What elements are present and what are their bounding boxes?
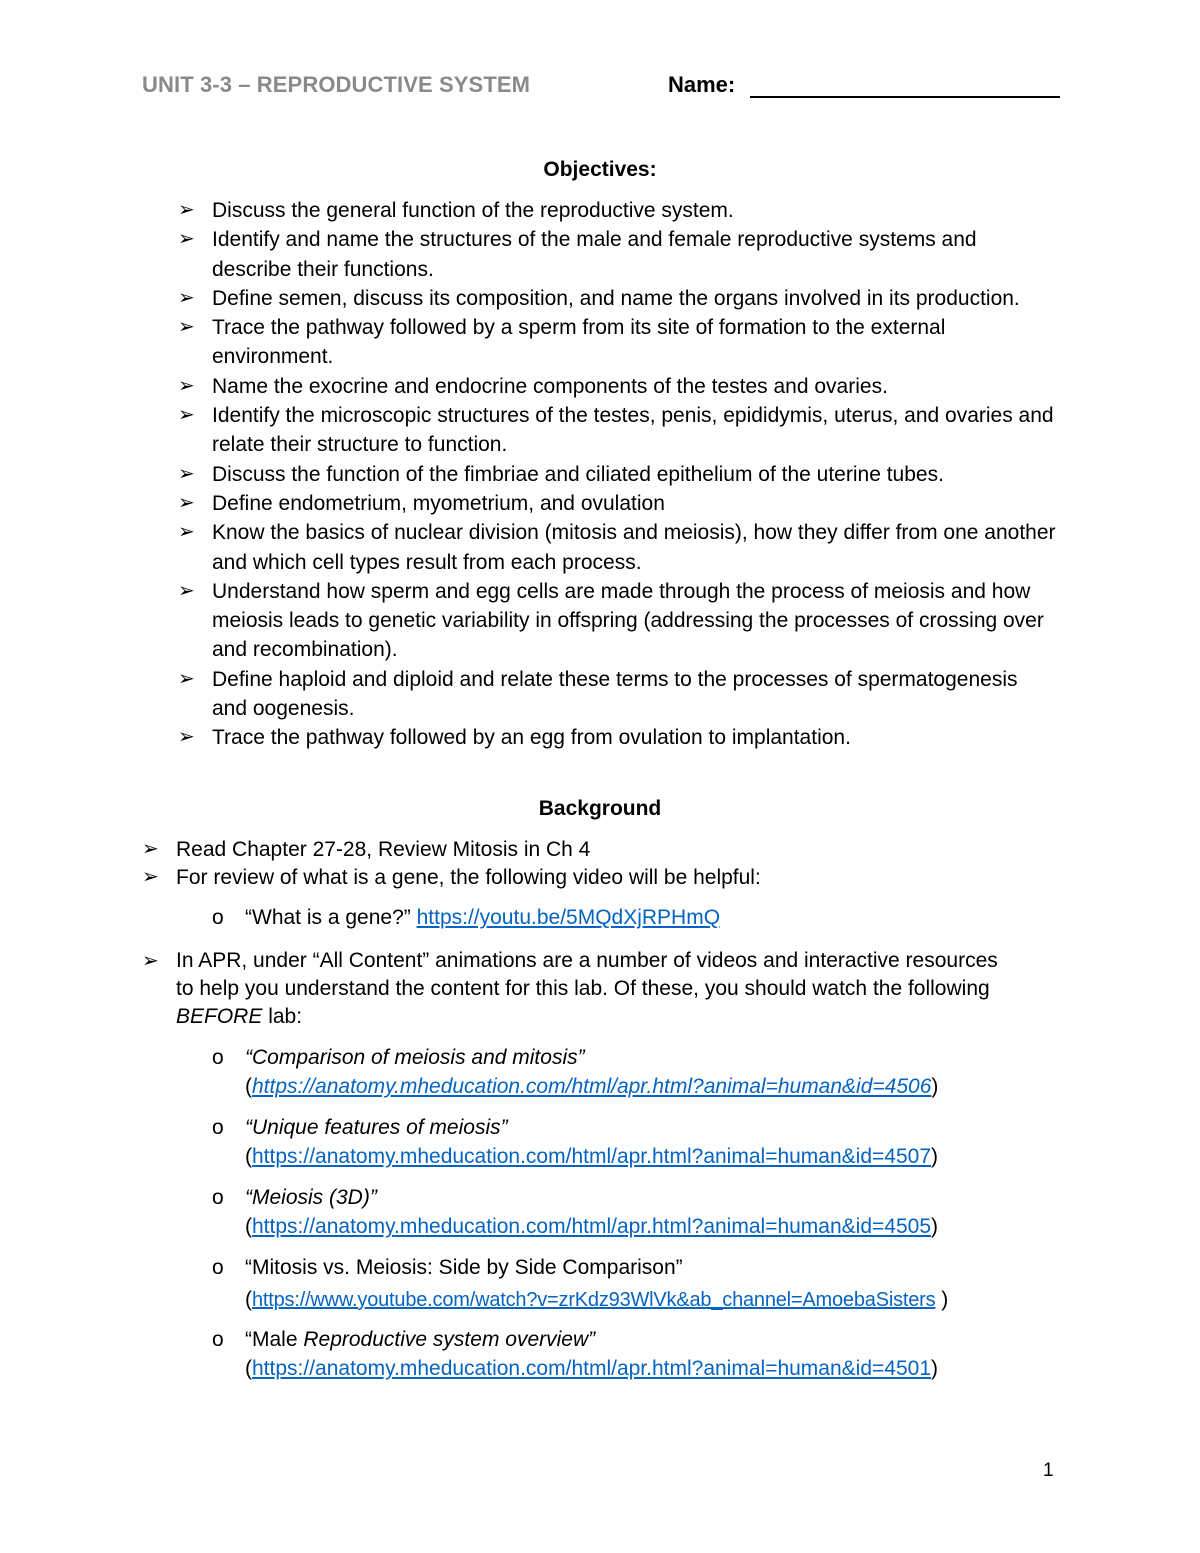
video-title: “What is a gene?”: [245, 906, 411, 929]
list-item: ➢ Define haploid and diploid and relate these terms to the processes of spermatogenesis and oogenesis.: [178, 665, 1058, 724]
list-item: ➢ Name the exocrine and endocrine components of the testes and ovaries.: [178, 372, 1058, 401]
arrow-bullet-icon: ➢: [178, 316, 195, 339]
circle-bullet-icon: o: [212, 1256, 224, 1279]
arrow-bullet-icon: ➢: [178, 667, 195, 690]
video-link[interactable]: https://anatomy.mheducation.com/html/apr.html?animal=human&id=4505: [252, 1215, 931, 1238]
list-item: ➢ Trace the pathway followed by an egg from ovulation to implantation.: [178, 723, 1058, 752]
background-heading: Background: [538, 797, 662, 820]
name-blank-line: [750, 96, 1060, 98]
arrow-bullet-icon: ➢: [178, 286, 195, 309]
arrow-bullet-icon: ➢: [178, 404, 195, 427]
gene-video-link[interactable]: https://youtu.be/5MQdXjRPHmQ: [416, 906, 721, 929]
objectives-heading: Objectives:: [543, 158, 657, 181]
arrow-bullet-icon: ➢: [178, 726, 195, 749]
video-link[interactable]: https://anatomy.mheducation.com/html/apr.html?animal=human&id=4501: [252, 1357, 931, 1380]
list-item: ➢ Discuss the function of the fimbriae and ciliated epithelium of the uterine tubes.: [178, 460, 1058, 489]
video-title: “Mitosis vs. Meiosis: Side by Side Comparison”: [245, 1256, 683, 1279]
arrow-bullet-icon: ➢: [178, 521, 195, 544]
arrow-bullet-icon: ➢: [142, 865, 159, 888]
arrow-bullet-icon: ➢: [178, 491, 195, 514]
video-title: “Unique features of meiosis”: [245, 1116, 508, 1139]
list-item: ➢ For review of what is a gene, the following video will be helpful:: [142, 864, 1042, 892]
unit-title: UNIT 3-3 – REPRODUCTIVE SYSTEM: [142, 72, 531, 97]
page-header: [142, 70, 1060, 104]
circle-bullet-icon: o: [212, 1046, 224, 1069]
circle-bullet-icon: o: [212, 906, 224, 929]
document-page: UNIT 3-3 – REPRODUCTIVE SYSTEM Name: Objectives: ➢ Discuss the general function of the reproductive system. ➢ Identify and name the structures of the male and female reproductive systems and describe their functions. ➢ Define semen, discuss its composition, and name the organs involved in its production. ➢ Trace the pathway followed by a sperm from its site of formation to the external environment. ➢ Name the exocrine and endocrine components of the testes and ovaries. ➢ Identify the microscopic structures of the testes, penis, epididymis, uterus, and ovaries and relate their structure to function. ➢ Discuss the function of the fimbriae and ciliated epithelium of the uterine tubes. ➢ Define endometrium, myometrium, and ovulation ➢ Know the basics of nuclear division (mitosis and meiosis), how they differ from one another and which cell types result from each process. ➢ Understand how sperm and egg cells are made through the process of meiosis and how meiosis leads to genetic variability in offspring (addressing the processes of crossing over and recombination). ➢ Define haploid and diploid and relate these terms to the processes of spermatogenesis and oogenesis. ➢ Trace the pathway followed by an egg from ovulation to implantation. Background ➢ Read Chapter 27-28, Review Mitosis in Ch 4 ➢ For review of what is a gene, the following video will be helpful: o “What is a gene?” https://youtu.be/5MQdXjRPHmQ ➢ In APR, under “All Content” animations are a number of videos and interactive resources to help you understand the content for this lab. Of these, you should watch the following BEFORE lab: o “Comparison of meiosis and mitosis” (https://anatomy.mheducation.com/html/apr.html?animal=human&id=4506) o “Unique features of meiosis” (https://anatomy.mheducation.com/html/apr.html?animal=human&id=4507) o “Meiosis (3D)” (https://anatomy.mheducation.com/html/apr.html?animal=human&id=4505) o “Mitosis vs. Meiosis: Side by Side Comparison” (https://www.youtube.com/watch?v=zrKdz93WlVk&ab_channel=AmoebaSisters ) o “Male Reproductive system overview” (https://anatomy.mheducation.com/html/apr.html?animal=human&id=4501) 1: [0, 0, 1200, 1553]
list-item: ➢ Identify the microscopic structures of the testes, penis, epididymis, uterus, and ovaries and relate their structure to function.: [178, 401, 1058, 460]
arrow-bullet-icon: ➢: [178, 579, 195, 602]
objectives-list: [178, 196, 1058, 753]
background-list: [142, 836, 1042, 891]
arrow-bullet-icon: ➢: [178, 228, 195, 251]
circle-bullet-icon: o: [212, 1186, 224, 1209]
video-link[interactable]: https://www.youtube.com/watch?v=zrKdz93WlVk&ab_channel=AmoebaSisters: [252, 1289, 936, 1311]
list-item: ➢ Define semen, discuss its composition, and name the organs involved in its production.: [178, 284, 1058, 313]
list-item: ➢ Understand how sperm and egg cells are made through the process of meiosis and how meiosis leads to genetic variability in offspring (addressing the processes of crossing over and recombination).: [178, 577, 1058, 665]
name-label: Name:: [668, 72, 736, 97]
video-title: “Male Reproductive system overview”: [245, 1328, 596, 1351]
list-item: ➢ Discuss the general function of the reproductive system.: [178, 196, 1058, 225]
emphasis-text: BEFORE: [176, 1005, 263, 1028]
apr-list: [142, 947, 1012, 1031]
list-item: ➢ Identify and name the structures of the male and female reproductive systems and describe their functions.: [178, 225, 1058, 284]
arrow-bullet-icon: ➢: [178, 462, 195, 485]
list-item: ➢ Trace the pathway followed by a sperm from its site of formation to the external environment.: [178, 313, 1058, 372]
arrow-bullet-icon: ➢: [178, 374, 195, 397]
arrow-bullet-icon: ➢: [178, 199, 195, 221]
video-link[interactable]: https://anatomy.mheducation.com/html/apr.html?animal=human&id=4507: [252, 1145, 931, 1168]
list-item: ➢ In APR, under “All Content” animations are a number of videos and interactive resources to help you understand the content for this lab. Of these, you should watch the following BEFORE lab:: [142, 949, 998, 1028]
video-title: “Comparison of meiosis and mitosis”: [245, 1046, 585, 1069]
list-item: ➢ Know the basics of nuclear division (mitosis and meiosis), how they differ from one another and which cell types result from each process.: [178, 518, 1058, 577]
circle-bullet-icon: o: [212, 1116, 224, 1139]
circle-bullet-icon: o: [212, 1328, 224, 1351]
arrow-bullet-icon: ➢: [142, 838, 159, 860]
video-title: “Meiosis (3D)”: [245, 1186, 377, 1209]
list-item: ➢ Define endometrium, myometrium, and ovulation: [178, 489, 1058, 518]
page-number: 1: [1043, 1460, 1054, 1481]
video-link[interactable]: https://anatomy.mheducation.com/html/apr.html?animal=human&id=4506: [252, 1075, 932, 1098]
arrow-bullet-icon: ➢: [142, 950, 159, 972]
list-item: ➢ Read Chapter 27-28, Review Mitosis in Ch 4: [142, 836, 1042, 864]
